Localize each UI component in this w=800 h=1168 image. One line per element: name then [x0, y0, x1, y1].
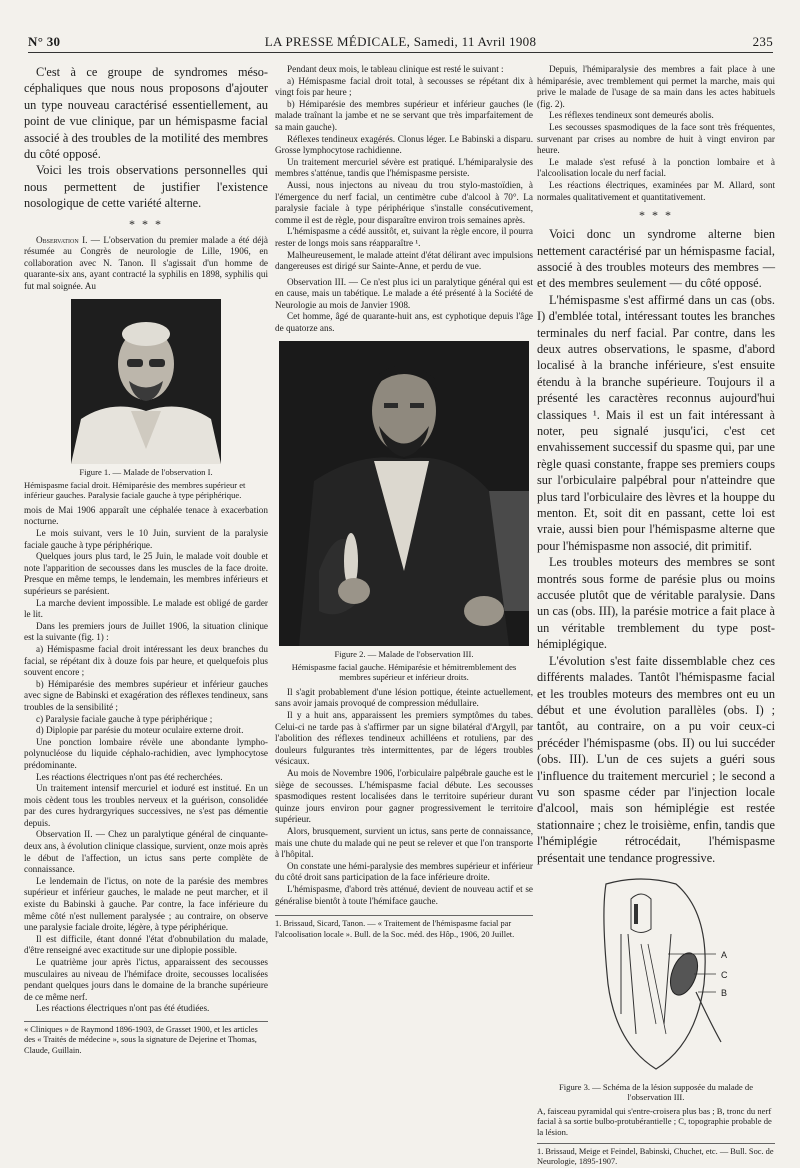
label-c: C: [721, 969, 728, 980]
section-stars: * * *: [129, 216, 163, 231]
paragraph: Pendant deux mois, le tableau clinique est resté le suivant :: [287, 64, 504, 74]
paragraph: Quelques jours plus tard, le 25 Juin, le malade voit double et note l'apparition de secousses dans les muscles de la face droite. Presque en même temps, le lendemain, les membres inférieurs et supérieurs se parésient.: [24, 551, 268, 596]
paragraph: Les troubles moteurs des membres se sont montrés sous forme de parésie plus ou moins accusée plutôt que de véritable paralysie. Dans un cas (obs. III), la parésie motrice a fait place à un véritable tremblement du type post-hémiplégique.: [537, 555, 775, 652]
paragraph: Malheureusement, le malade atteint d'état délirant avec impulsions dangereuses est dirigé sur Sainte-Anne, et perdu de vue.: [275, 249, 533, 272]
paragraph: Un traitement mercuriel sévère est pratiqué. L'hémiparalysie des membres s'atténue, tandis que l'hémispasme persiste.: [275, 156, 533, 179]
observation-3-continued: [537, 64, 775, 203]
intro-paragraph-2: Voici les trois observations personnelles qui nous permettent de justifier l'existence nosologique de cette variété alterne.: [24, 163, 268, 211]
paragraph: Les réactions électriques, examinées par M. Allard, sont normales qualitativement et quantitativement.: [537, 179, 775, 202]
paragraph: Une ponction lombaire révèle une abondante lympho-polynucléose du liquide céphalo-rachidien, avec lymphocytose prédominante.: [24, 736, 268, 770]
paragraph: Le lendemain de l'ictus, on note de la parésie des membres supérieur et inférieur gauches, le malade ne peut marcher, et il existe du Babinski à gauche. Par contre, la face inférieure du même côté n'est nullement paralysée ; au contraire, on observe une paralysie faciale droite, légère, à type périphérique.: [24, 875, 268, 933]
footnote: « Cliniques » de Raymond 1896-1903, de Grasset 1900, et les articles des « Traités de médecine », sous la signature de Dejerine et Thomas, Claude, Guillain.: [24, 1021, 268, 1056]
paragraph: Un traitement intensif mercuriel et ioduré est institué. En un mois cèdent tous les troubles nerveux et la guérison, consolidée par des cures hydrargyriques successives, ne s'est pas démentie depuis.: [24, 783, 268, 828]
paragraph: Au mois de Novembre 1906, l'orbiculaire palpébrale gauche est le siège de secousses. L'hémispasme facial débute. Les secousses spasmodiques restent localisées dans le territoire supérieur durant quinze jours environ pour gagner progressivement le territoire supérieur.: [275, 768, 533, 825]
paragraph: d) Diplopie par parésie du moteur oculaire externe droit.: [36, 725, 244, 736]
journal-title: LA PRESSE MÉDICALE, Samedi, 11 Avril 1908: [264, 34, 537, 49]
observation-1-intro: [24, 235, 268, 293]
label-b: B: [721, 987, 728, 998]
paragraph: Les réactions électriques n'ont pas été étudiées.: [36, 1003, 210, 1014]
figure-3-schema: [546, 874, 766, 1074]
paragraph: Observation III. — Ce n'est plus ici un paralytique général qui est en cause, mais un tabétique. Le malade a été présenté à la Société de Neurologie au mois de Janvier 1908.: [275, 276, 533, 310]
paragraph: Le malade s'est refusé à la ponction lombaire et à l'alcoolisation locale du nerf facial.: [537, 156, 775, 179]
paragraph: mois de Mai 1906 apparaît une céphalée tenace à exacerbation nocturne.: [24, 504, 268, 527]
column-1: [24, 64, 268, 1134]
observation-1-text: — L'observation du premier malade a été déjà résumée au Congrès de neurologie de Lille, 1906, en collaboration avec N. Tanon. Il s'agissait d'un homme de quarante-six ans, ayant contracté la syphilis en 1898, syphilis qui fut mal soignée. Au: [24, 234, 268, 292]
paragraph: Le mois suivant, vers le 10 Juin, survient de la paralysie faciale gauche à type périphérique.: [24, 528, 268, 550]
footnote: 1. Brissaud, Meige et Feindel, Babinski, Chuchet, etc. — Bull. Soc. de Neurologie, 1895-1907.: [537, 1143, 775, 1168]
paragraph: Cet homme, âgé de quarante-huit ans, est cyphotique depuis l'âge de quatorze ans.: [275, 311, 533, 334]
paragraph: Dans les premiers jours de Juillet 1906, la situation clinique est la suivante (fig. 1) :: [24, 620, 268, 643]
paragraph: Alors, brusquement, survient un ictus, sans perte de connaissance, mais une chute du malade qui ne peut se relever et que l'on transporte à l'hôpital.: [275, 826, 533, 860]
paragraph: c) Paralysie faciale gauche à type périphérique ;: [36, 713, 213, 724]
label-a: A: [721, 949, 728, 960]
paragraph: Observation II. — Chez un paralytique général de cinquante-deux ans, à évolution clinique classique, survient, onze mois après le début de l'affection, un ictus sans perte complète de connaissance.: [24, 829, 268, 875]
paragraph: Les secousses spasmodiques de la face sont très fréquentes, survenant par crises au nombre de huit à vingt environ par heure.: [537, 121, 775, 156]
figure-1-caption-detail: Hémispasme facial droit. Hémiparésie des membres supérieur et inférieur gauches. Paralysie faciale gauche à type périphérique.: [24, 480, 246, 501]
paragraph: L'hémispasme, d'abord très atténué, devient de nouveau actif et se généralise bientôt à toute l'hémiface gauche.: [275, 883, 533, 906]
paragraph: Il est difficile, étant donné l'état d'obnubilation du malade, d'être renseigné avec exactitude sur une diplopie possible.: [24, 933, 268, 956]
paragraph: Les réflexes tendineux sont demeurés abolis.: [549, 110, 714, 121]
intro-paragraph: C'est à ce groupe de syndromes méso-céphaliques que nous nous proposons d'ajouter un type nouveau caractérisé essentiellement, au point de vue clinique, par un hémispasme facial associé à des troubles de la motilité des membres du côté opposé.: [24, 65, 268, 162]
figure-1: [24, 299, 268, 501]
figure-3-caption: Figure 3. — Schéma de la lésion supposée du malade de l'observation III.: [558, 1081, 754, 1103]
issue-number: N° 30: [28, 34, 61, 49]
figure-2-photo: [279, 341, 529, 646]
figure-1-photo: [71, 299, 221, 464]
paragraph: Aussi, nous injectons au niveau du trou stylo-mastoïdien, à l'émergence du nerf facial, un centimètre cube d'alcool à 70°. La paralysie faciale à type périphérique s'installe consécutivement, comme il est de règle, pour disparaître environ trois semaines après.: [275, 179, 533, 225]
observation-3-body: [275, 687, 533, 907]
figure-2-caption-detail: Hémispasme facial gauche. Hémiparésie et hémitremblement des membres supérieur et inférieur droits.: [291, 662, 517, 683]
paragraph: b) Hémiparésie des membres supérieur et inférieur gauches (le malade traînant la jambe et ne se servant que très imparfaitement de sa main gauche).: [275, 98, 533, 132]
paragraph: a) Hémispasme facial droit total, à secousses se répétant dix à vingt fois par heure ;: [275, 75, 533, 98]
figure-3: [537, 874, 775, 1137]
section-stars: * * *: [639, 208, 673, 223]
page-number: 235: [752, 34, 773, 49]
observation-1-lead: Observation I.: [36, 234, 88, 245]
paragraph: L'hémispasme a cédé aussitôt, et, suivant la règle encore, il pourra rester de longs mois sans réapparaître ¹.: [275, 226, 533, 248]
observation-1-body: [24, 505, 268, 1015]
paragraph: b) Hémiparésie des membres supérieur et inférieur gauches avec signe de Babinski et exagération des réflexes tendineux, sans troubles de la sensibilité ;: [24, 678, 268, 712]
footnote: 1. Brissaud, Sicard, Tanon. — « Traitement de l'hémispasme facial par l'alcoolisation locale ». Bull. de la Soc. méd. des Hôp., 1906, 20 Juillet.: [275, 915, 533, 940]
column-3: [537, 64, 775, 1167]
figure-2: [275, 341, 533, 683]
paragraph: Il y a huit ans, apparaissent les premiers symptômes du tabes. Celui-ci ne tarde pas à s'affirmer par un signe bilatéral d'Argyll, par l'abolition des réflexes tendineux achilléens et rotuliens, par des douleurs fulgurantes très intermittentes, par de légers troubles vésicaux.: [275, 710, 533, 767]
paragraph: La marche devient impossible. Le malade est obligé de garder le lit.: [24, 597, 268, 620]
paragraph: Réflexes tendineux exagérés. Clonus léger. Le Babinski a disparu. Grosse lymphocytose rachidienne.: [275, 133, 533, 156]
figure-2-caption: Figure 2. — Malade de l'observation III.: [334, 648, 474, 659]
page-header: [28, 34, 773, 53]
paragraph: L'évolution s'est faite dissemblable chez ces différents malades. Tantôt l'hémispasme facial et les troubles moteurs des membres ont eu un début et une évolution parallèles (obs. I) ; tantôt, au contraire, on a pu voir ceux-ci précéder l'hémispasme (obs. II) ou lui succéder (obs. III). L'un de ces sujets a guéri sous l'influence du traitement mercuriel ; le second a vu son spasme céder par l'injection locale d'alcool, mais son hémiplégie est restée stationnaire ; chez le troisième, enfin, tandis que l'hémiplégie rétrocédait, l'hémispasme présentait une tendance progressive.: [537, 653, 775, 865]
figure-1-caption: Figure 1. — Malade de l'observation I.: [79, 466, 213, 477]
paragraph: Les réactions électriques n'ont pas été recherchées.: [36, 771, 223, 782]
paragraph: Voici donc un syndrome alterne bien nettement caractérisé par un hémispasme facial, associé à des troubles moteurs des membres — et des membres seulement — du côté opposé.: [537, 227, 775, 291]
paragraph: L'hémispasme s'est affirmé dans un cas (obs. I) d'emblée total, intéressant toutes les branches terminales du nerf facial. Par contre, dans les deux autres observations, le spasme, d'abord localisé à la branche inférieure, s'est ensuite étendu à la branche supérieure. Toujours il a présenté les caractères reconnus aujourd'hui classiques ¹. Mais il est un fait intéressant à noter, peu signalé jusqu'ici, c'est cet envahissement successif du spasme qui, par une règle quasi constante, frappe ses premiers coups sur l'orbiculaire palpébral pour n'atteindre que plus tard l'orbiculaire des lèvres et la houppe du menton. Et, soit dit en passant, cette loi est vraie, aussi bien pour l'hémispasme alterne que pour l'hémispasme non associé, dit primitif.: [537, 292, 775, 553]
observation-2-continued: [275, 64, 533, 335]
figure-3-caption-detail: A, faisceau pyramidal qui s'entre-croisera plus bas ; B, tronc du nerf facial à sa sortie bulbo-protubérantielle ; C, topographie probable de la lésion.: [537, 1105, 772, 1137]
column-2: [275, 64, 533, 1134]
paragraph: a) Hémispasme facial droit intéressant les deux branches du facial, se répétant dix à douze fois par heure, et quelquefois plus souvent encore ;: [24, 643, 268, 678]
paragraph: Le quatrième jour après l'ictus, apparaissent des secousses musculaires au niveau de l'hémiface droite, secousses localisées pendant quelques jours dans le domaine de la branche supérieure de ce même nerf.: [24, 957, 268, 1002]
paragraph: Il s'agit probablement d'une lésion pottique, éteinte actuellement, sans avoir jamais provoqué de compression médullaire.: [275, 686, 533, 709]
paragraph: Depuis, l'hémiparalysie des membres a fait place à une hémiparésie, avec tremblement qui permet la marche, mais qui prive le malade de l'usage de sa main dans les actes habituels (fig. 2).: [537, 64, 775, 109]
paragraph: On constate une hémi-paralysie des membres supérieur et inférieur du côté droit sans participation de la face inférieure droite.: [275, 860, 533, 883]
discussion: [537, 226, 775, 866]
